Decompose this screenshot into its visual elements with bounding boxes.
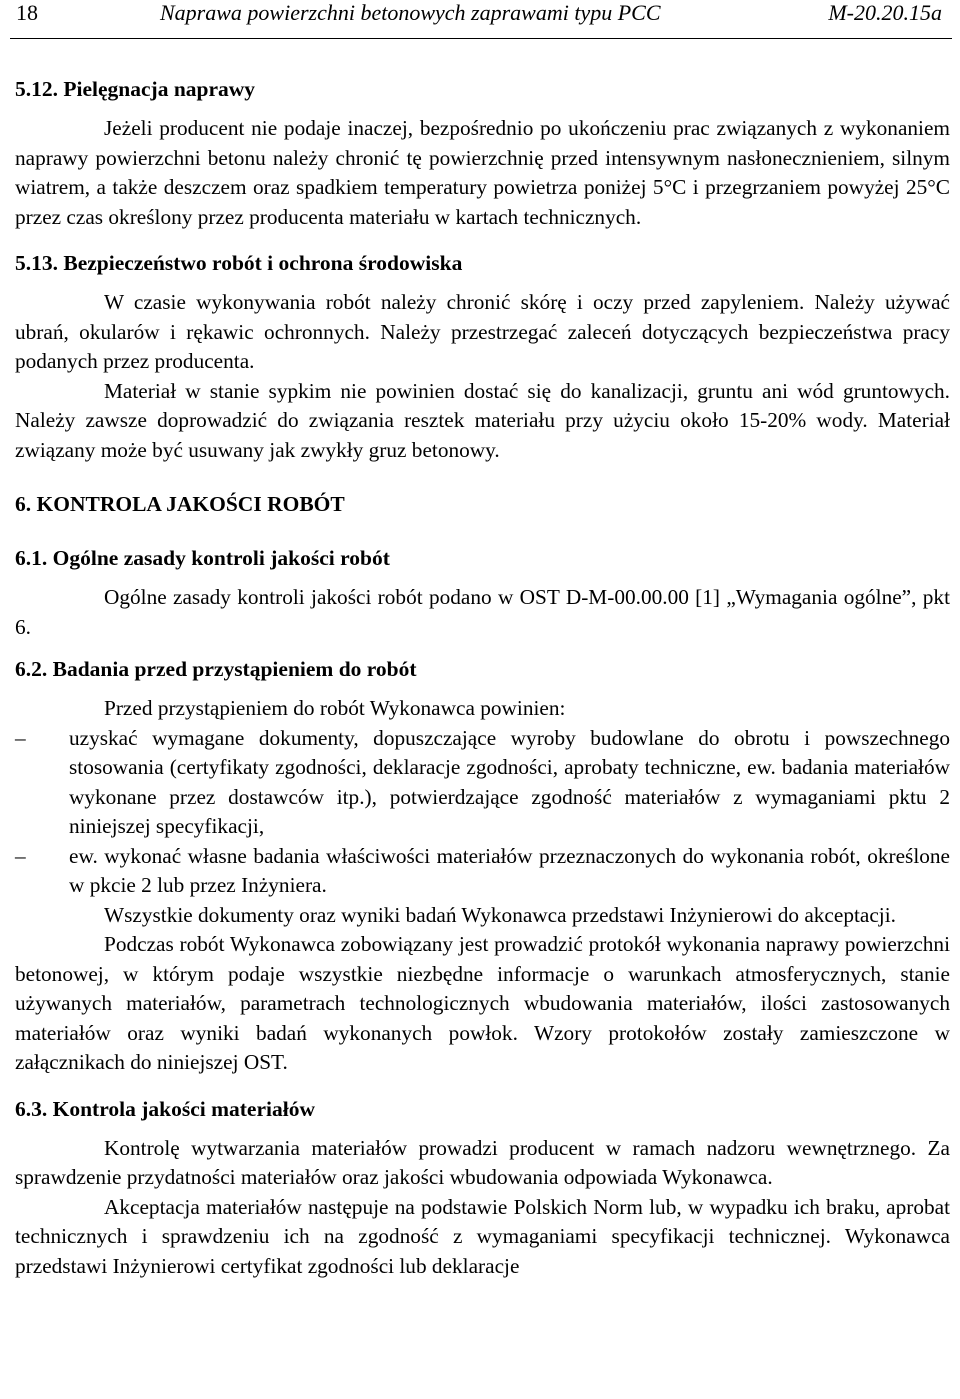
list-item-text: ew. wykonać własne badania właściwości materiałów przeznaczonych do wykonania robót, określone w pkcie 2 lub przez Inżyniera. [69, 843, 950, 897]
list-item [15, 842, 950, 901]
heading-5-13: 5.13. Bezpieczeństwo robót i ochrona środowiska [15, 251, 463, 275]
paragraph-5-12-1: Jeżeli producent nie podaje inaczej, bezpośrednio po ukończeniu prac związanych z wykonaniem naprawy powierzchni betonu należy chronić tę powierzchnię przed intensywnym nasłonecznieniem, silnym wiatrem, a także deszczem oraz spadkiem temperatury powietrza poniżej 5°C i przegrzaniem powyżej 25°C przez czas określony przez producenta materiału w kartach technicznych. [15, 116, 950, 229]
requirements-list [15, 724, 950, 901]
list-item-text: uzyskać wymagane dokumenty, dopuszczające wyroby budowlane do obrotu i powszechnego stosowania (certyfikaty zgodności, deklaracje zgodności, aprobaty techniczne, ew. badania materiałów wykonane przez dostawców itp.), potwierdzające zgodność materiałów z wymaganiami pktu 2 niniejszej specyfikacji, [69, 725, 950, 838]
document-code: M-20.20.15a [828, 0, 942, 25]
page-number: 18 [16, 0, 38, 25]
list-item [15, 724, 950, 842]
document-title: Naprawa powierzchni betonowych zaprawami typu PCC [160, 0, 661, 25]
paragraph-6-3-1: Kontrolę wytwarzania materiałów prowadzi producent w ramach nadzoru wewnętrznego. Za sprawdzenie przydatności materiałów oraz jakości wbudowania odpowiada Wykonawca. [15, 1135, 950, 1189]
paragraph-5-13-2: Materiał w stanie sypkim nie powinien dostać się do kanalizacji, gruntu ani wód gruntowych. Należy zawsze doprowadzić do związania resztek materiału przy użyciu około 15-20% wody. Materiał związany może być usuwany jak zwykły gruz betonowy. [15, 378, 950, 462]
paragraph-6-3-2: Akceptacja materiałów następuje na podstawie Polskich Norm lub, w wypadku ich braku, aprobat technicznych i sprawdzeniu ich na zgodność z wymaganiami specyfikacji technicznej. Wykonawca przedstawi Inżynierowi certyfikat zgodności lub deklaracje [15, 1194, 950, 1278]
heading-6-2: 6.2. Badania przed przystąpieniem do robót [15, 657, 417, 681]
page-content [15, 74, 950, 1281]
heading-5-12: 5.12. Pielęgnacja naprawy [15, 77, 256, 101]
paragraph-6-2-3: Podczas robót Wykonawca zobowiązany jest prowadzić protokół wykonania naprawy powierzchni betonowej, w którym podaje wszystkie niezbędne informacje o warunkach atmosferycznych, stanie używanych materiałów, parametrach technologicznych wbudowania materiałów, ilości zastosowanych materiałów oraz wyniki badań wykonanych powłok. Wzory protokołów zostały zamieszczone w załącznikach do niniejszej OST. [15, 932, 950, 1074]
heading-6-1: 6.1. Ogólne zasady kontroli jakości robót [15, 546, 390, 570]
paragraph-6-2-intro: Przed przystąpieniem do robót Wykonawca powinien: [104, 696, 566, 720]
dash-bullet: – [15, 725, 26, 750]
page-header [10, 0, 952, 39]
paragraph-5-13-1: W czasie wykonywania robót należy chronić skórę i oczy przed zapyleniem. Należy używać ubrań, okularów i rękawic ochronnych. Należy przestrzegać zaleceń dotyczących bezpieczeństwa pracy podanych przez producenta. [15, 290, 950, 373]
paragraph-6-1-1: Ogólne zasady kontroli jakości robót podano w OST D-M-00.00.00 [1] „Wymagania ogólne”, pkt 6. [15, 585, 950, 639]
paragraph-6-2-2: Wszystkie dokumenty oraz wyniki badań Wykonawca przedstawi Inżynierowi do akceptacji. [104, 902, 896, 927]
dash-bullet: – [15, 843, 26, 868]
heading-6: 6. KONTROLA JAKOŚCI ROBÓT [15, 492, 345, 516]
heading-6-3: 6.3. Kontrola jakości materiałów [15, 1096, 315, 1121]
